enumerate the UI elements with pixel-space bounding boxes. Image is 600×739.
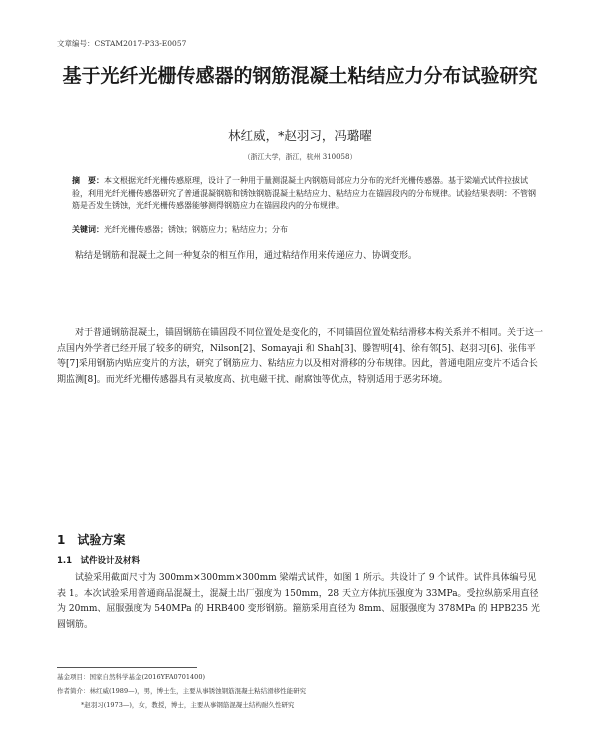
body-paragraph-3: 试验采用截面尺寸为 300mm×300mm×300mm 梁端式试件，如图 1 所示。共设计了 9 个试件。试件具体编号见表 1。本次试验采用普通商品混凝土，混凝土出厂强度为 150mm，28 天立方体抗压强度为 33MPa。受拉纵筋采用直径为 20mm、屈服强度为 540MPa 的 HRB400 变形钢筋。箍筋采用直径为 8mm、屈服强度为 378MPa 的 HPB235 光圆钢筋。 xyxy=(57,573,540,630)
author-affiliation: （浙江大学，浙江，杭州 310058） xyxy=(243,153,357,161)
abstract-label: 摘 要： xyxy=(72,176,104,185)
footnote-author-1: 作者简介：林红威(1989—)，男，博士生，主要从事锈蚀钢筋混凝土粘结滑移性能研究 xyxy=(57,687,307,695)
body-paragraph-1: 粘结是钢筋和混凝土之间一种复杂的相互作用，通过粘结作用来传递应力、协调变形。 xyxy=(75,251,418,261)
abstract xyxy=(72,175,538,213)
section-heading: 1 试验方案 xyxy=(57,533,126,547)
abstract-text: 本文根据光纤光栅传感原理，设计了一种用于量测混凝土内钢筋局部应力分布的光纤光栅传感器。基于梁端式试件拉拔试验，利用光纤光栅传感器研究了普通混凝钢筋和锈蚀钢筋混凝土粘结应力、粘结应力在锚固段内的分布规律。试验结果表明：不管钢筋是否发生锈蚀，光纤光栅传感器能够测得钢筋应力在锚固段内的分布规律。 xyxy=(72,176,536,210)
paper-title: 基于光纤光栅传感器的钢筋混凝土粘结应力分布试验研究 xyxy=(62,65,538,87)
footnote-author-2: *赵羽习(1973—)，女，教授，博士，主要从事钢筋混凝土结构耐久性研究 xyxy=(81,701,295,709)
footnote-funding: 基金项目：国家自然科学基金(2016YFA0701400) xyxy=(57,673,205,681)
body-paragraph-2: 对于普通钢筋混凝土，锚固钢筋在锚固段不同位置处是变化的，不同锚固位置处粘结滑移本构关系并不相同。关于这一点国内外学者已经开展了较多的研究，Nilson[2]、Somayaji 和 Shah[3]、滕智明[4]、徐有邻[5]、赵羽习[6]、张伟平等[7]采用钢筋内贴应变片的方法，研究了钢筋应力、粘结应力以及相对滑移的分布规律。因此，普通电阻应变片不适合长期监测[8]。而光纤光栅传感器具有灵敏度高、抗电磁干扰、耐腐蚀等优点，特别适用于恶劣环境。 xyxy=(57,328,544,385)
keywords-label: 关键词： xyxy=(72,225,104,234)
subsection-heading: 1.1 试件设计及材料 xyxy=(57,556,141,566)
paper-authors: 林红威，*赵羽习，冯璐曜 xyxy=(228,128,372,143)
keywords xyxy=(72,224,538,236)
footnote-divider xyxy=(57,667,197,668)
keywords-text: 光纤光栅传感器；锈蚀；钢筋应力；粘结应力；分布 xyxy=(104,225,288,234)
document-code: 文章编号：CSTAM2017-P33-E0057 xyxy=(57,39,187,48)
